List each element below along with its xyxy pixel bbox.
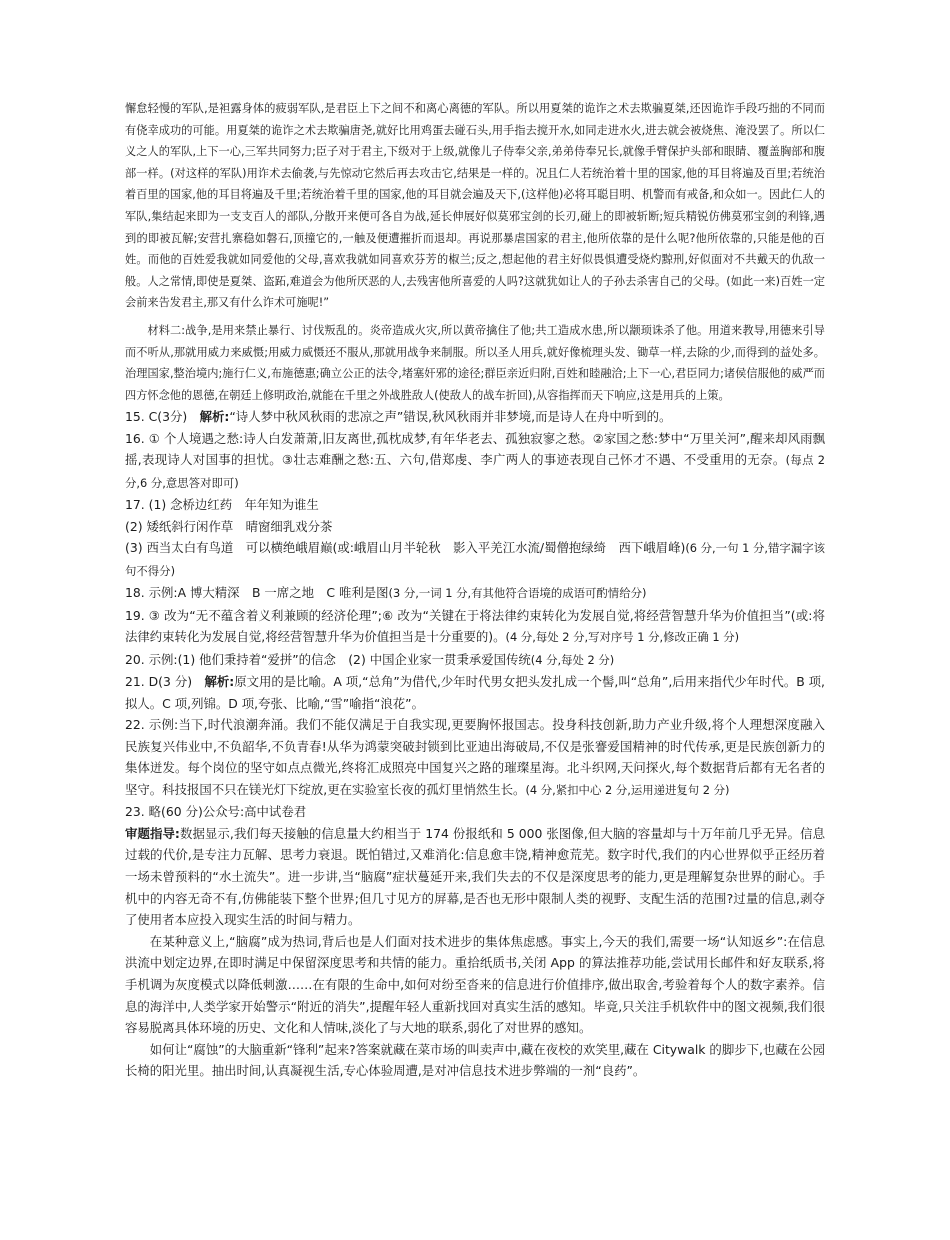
essay-guidance-text-1: 数据显示,我们每天接触的信息量大约相当于 174 份报纸和 5 000 张图像,但大脑的容量却与十万年前几乎无异。信息过载的代价,是专注力瓦解、思考力衰退。既怕错过,又难消化:信息愈丰饶,精神愈荒芜。数字时代,我们的内心世界似乎正经历着一场未曾预料的“水土流失”。进一步讲,当“脑腐”症状蔓延开来,我们失去的不仅是深度思考的能力,更是理解复杂世界的耐心。手机中的内容无奇不有,仿佛能装下整个世界;但几寸见方的屏幕,是否也无形中限制人类的视野、支配生活的范围?过量的信息,剥夺了使用者本应投入现实生活的时间与精力。 bbox=[125, 825, 825, 928]
essay-guidance-paragraph-1 bbox=[125, 823, 825, 931]
answer-17-line-1: 17. (1) 念桥边红药 年年知为谁生 bbox=[125, 497, 319, 513]
answer-22 bbox=[125, 714, 825, 801]
answer-18-text: 18. 示例:A 博大精深 B 一席之地 C 唯利是图 bbox=[125, 585, 389, 601]
translation-paragraph-1: 懈怠轻慢的军队,是袒露身体的疲弱军队,是君臣上下之间不和离心离德的军队。所以用夏桀的诡诈之术去欺骗夏桀,还因诡诈手段巧拙的不同而有侥幸成功的可能。用夏桀的诡诈之术去欺骗唐尧,就好比用鸡蛋去碰石头,用手指去搅开水,如同走进水火,进去就会被烧焦、淹没罢了。所以仁义之人的军队,上下一心,三军共同努力;臣子对于君主,下级对于上级,就像儿子侍奉父亲,弟弟侍奉兄长,就像手臂保护头部和眼睛、覆盖胸部和腹部一样。(对这样的军队)用诈术去偷袭,与先惊动它然后再去攻击它,结果是一样的。况且仁人若统治着十里的国家,他的耳目将遍及百里;若统治着百里的国家,他的耳目将遍及千里;若统治着千里的国家,他的耳目就会遍及天下,(这样他)必将耳聪目明、机警而有戒备,和众如一。因此仁人的军队,集结起来即为一支支百人的部队,分散开来便可各自为战,延长伸展好似莫邪宝剑的长刃,碰上的即被斩断;短兵精锐仿佛莫邪宝剑的利锋,遇到的即被瓦解;安营扎寨稳如磐石,顶撞它的,一触及便遭摧折而退却。再说那暴虐国家的君主,他所依靠的是什么呢?他所依靠的,只能是他的百姓。而他的百姓爱我就如同爱他的父母,喜欢我就如同喜欢芬芳的椒兰;反之,想起他的君主好似畏惧遭受烧灼黥刑,好似面对不共戴天的仇敌一般。人之常情,即使是夏桀、盗跖,难道会为他所厌恶的人,去残害他所喜爱的人吗?这就犹如让人的子孙去杀害自己的父母。(如此一来)百姓一定会前来告发君主,那又有什么诈术可施呢!” bbox=[125, 102, 825, 310]
answer-16 bbox=[125, 428, 825, 495]
answer-20-note: (4 分,每处 2 分) bbox=[530, 652, 615, 667]
answer-16-text: 16. ① 个人境遇之愁:诗人白发萧萧,旧友离世,孤枕成梦,有年华老去、孤独寂寥之愁。②家国之愁:梦中“万里关河”,醒来却风雨飘摇,表现诗人对国事的担忧。③壮志难酬之愁:五、六句,借郑虔、李广两人的事迹表现自己怀才不遇、不受重用的无奈。 bbox=[125, 430, 825, 468]
answer-18-note: (3 分,一词 1 分,有其他符合语境的成语可酌情给分) bbox=[388, 586, 647, 601]
answer-16-note: (每点 2 分,6 分,意思答对即可) bbox=[125, 453, 825, 490]
answer-21 bbox=[125, 671, 825, 714]
answer-20-text: 20. 示例:(1) 他们秉持着“爱拼”的信念 (2) 中国企业家一贯秉承爱国传统 bbox=[125, 651, 531, 667]
answer-21-text: 原文用的是比喻。A 项,“总角”为借代,少年时代男女把头发扎成一个髻,叫“总角”,后用来指代少年时代。B 项,拟人。C 项,列锦。D 项,夸张、比喻,“雪”喻指“浪花”。 bbox=[125, 674, 825, 711]
answer-17-line-3-text: (3) 西当太白有鸟道 可以横绝峨眉巅(或:峨眉山月半轮秋 影入平羌江水流/蜀僧抱绿绮 西下峨眉峰) bbox=[125, 540, 686, 556]
answer-page bbox=[125, 98, 825, 1082]
answer-15-number: 15. C(3分) bbox=[125, 409, 188, 425]
answer-17-note: (6 分,一句 1 分,错字漏字该句不得分) bbox=[125, 541, 826, 578]
essay-guidance-paragraph-3: 如何让“腐蚀”的大脑重新“锋利”起来?答案就藏在菜市场的叫卖声中,藏在夜校的欢笑里,藏在 Citywalk 的脚步下,也藏在公园长椅的阳光里。抽出时间,认真凝视生活,专心体验周遭,是对冲信息技术进步弊端的一剂“良药”。 bbox=[125, 1041, 825, 1079]
answer-18 bbox=[125, 582, 825, 605]
answer-22-note: (4 分,紧扣中心 2 分,运用递进复句 2 分) bbox=[525, 782, 730, 797]
answer-19-note: (4 分,每处 2 分,写对序号 1 分,修改正确 1 分) bbox=[505, 630, 740, 645]
answer-17-line-3 bbox=[125, 537, 825, 582]
answer-15-label: 解析: bbox=[199, 409, 230, 425]
answer-19-text: 19. ③ 改为“无不蕴含着义利兼顾的经济伦理”;⑥ 改为“关键在于将法律约束转化为发展自觉,将经营智慧升华为价值担当”(或:将法律约束转化为发展自觉,将经营智慧升华为价值担当是十分重要的)。 bbox=[125, 607, 825, 645]
translation-paragraph-2: 材料二:战争,是用来禁止暴行、讨伐叛乱的。炎帝造成火灾,所以黄帝擒住了他;共工造成水患,所以颛顼诛杀了他。用道来教导,用德来引导而不听从,那就用威力来威慑;用威力威慑还不服从,那就用战争来制服。所以圣人用兵,就好像梳理头发、锄草一样,去除的少,而得到的益处多。治理国家,整治境内;施行仁义,布施德惠;确立公正的法令,堵塞奸邪的途径;群臣亲近归附,百姓和睦融洽;上下一心,君臣同力;诸侯信服他的威严而四方怀念他的恩德,在朝廷上修明政治,就能在千里之外战胜敌人(使敌人的战车折回),从容指挥而天下响应,这是用兵的上策。 bbox=[125, 323, 825, 402]
answer-21-number: 21. D(3 分) bbox=[125, 674, 193, 690]
answer-23: 23. 略(60 分)公众号:高中试卷君 bbox=[125, 804, 307, 820]
answer-15 bbox=[125, 406, 825, 428]
answer-21-label: 解析: bbox=[204, 674, 235, 690]
answer-19 bbox=[125, 605, 825, 649]
answer-20 bbox=[125, 649, 825, 672]
essay-guidance-paragraph-2: 在某种意义上,“脑腐”成为热词,背后也是人们面对技术进步的集体焦虑感。事实上,今天的我们,需要一场“认知返乡”:在信息洪流中划定边界,在即时满足中保留深度思考和共情的能力。重拾纸质书,关闭 App 的算法推荐功能,尝试用长邮件和好友联系,将手机调为灰度模式以降低刺激……在有限的生命中,如何对纷至沓来的信息进行价值排序,做出取舍,考验着每个人的数字素养。信息的海洋中,人类学家开始警示“附近的消失”,提醒年轻人重新找回对真实生活的感知。毕竟,只关注手机软件中的图文视频,我们很容易脱离具体环境的历史、文化和人情味,淡化了与大地的联系,弱化了对世界的感知。 bbox=[125, 933, 825, 1036]
answer-17-line-2: (2) 矮纸斜行闲作草 晴窗细乳戏分茶 bbox=[125, 518, 333, 534]
answer-22-text: 22. 示例:当下,时代浪潮奔涌。我们不能仅满足于自我实现,更要胸怀报国志。投身科技创新,助力产业升级,将个人理想深度融入民族复兴伟业中,不负韶华,不负青春!从华为鸿蒙突破封锁到比亚迪出海破局,不仅是张謇爱国精神的时代传承,更是民族创新力的集体迸发。每个岗位的坚守如点点微光,终将汇成照亮中国复兴之路的璀璨星海。北斗织网,天问探火,每个数据背后都有无名者的坚守。科技报国不只在镁光灯下绽放,更在实验室长夜的孤灯里悄然生长。 bbox=[125, 717, 825, 797]
answer-15-text: “诗人梦中秋风秋雨的悲凉之声”错误,秋风秋雨并非梦境,而是诗人在舟中听到的。 bbox=[229, 409, 672, 425]
essay-guidance-label: 审题指导: bbox=[125, 825, 180, 841]
